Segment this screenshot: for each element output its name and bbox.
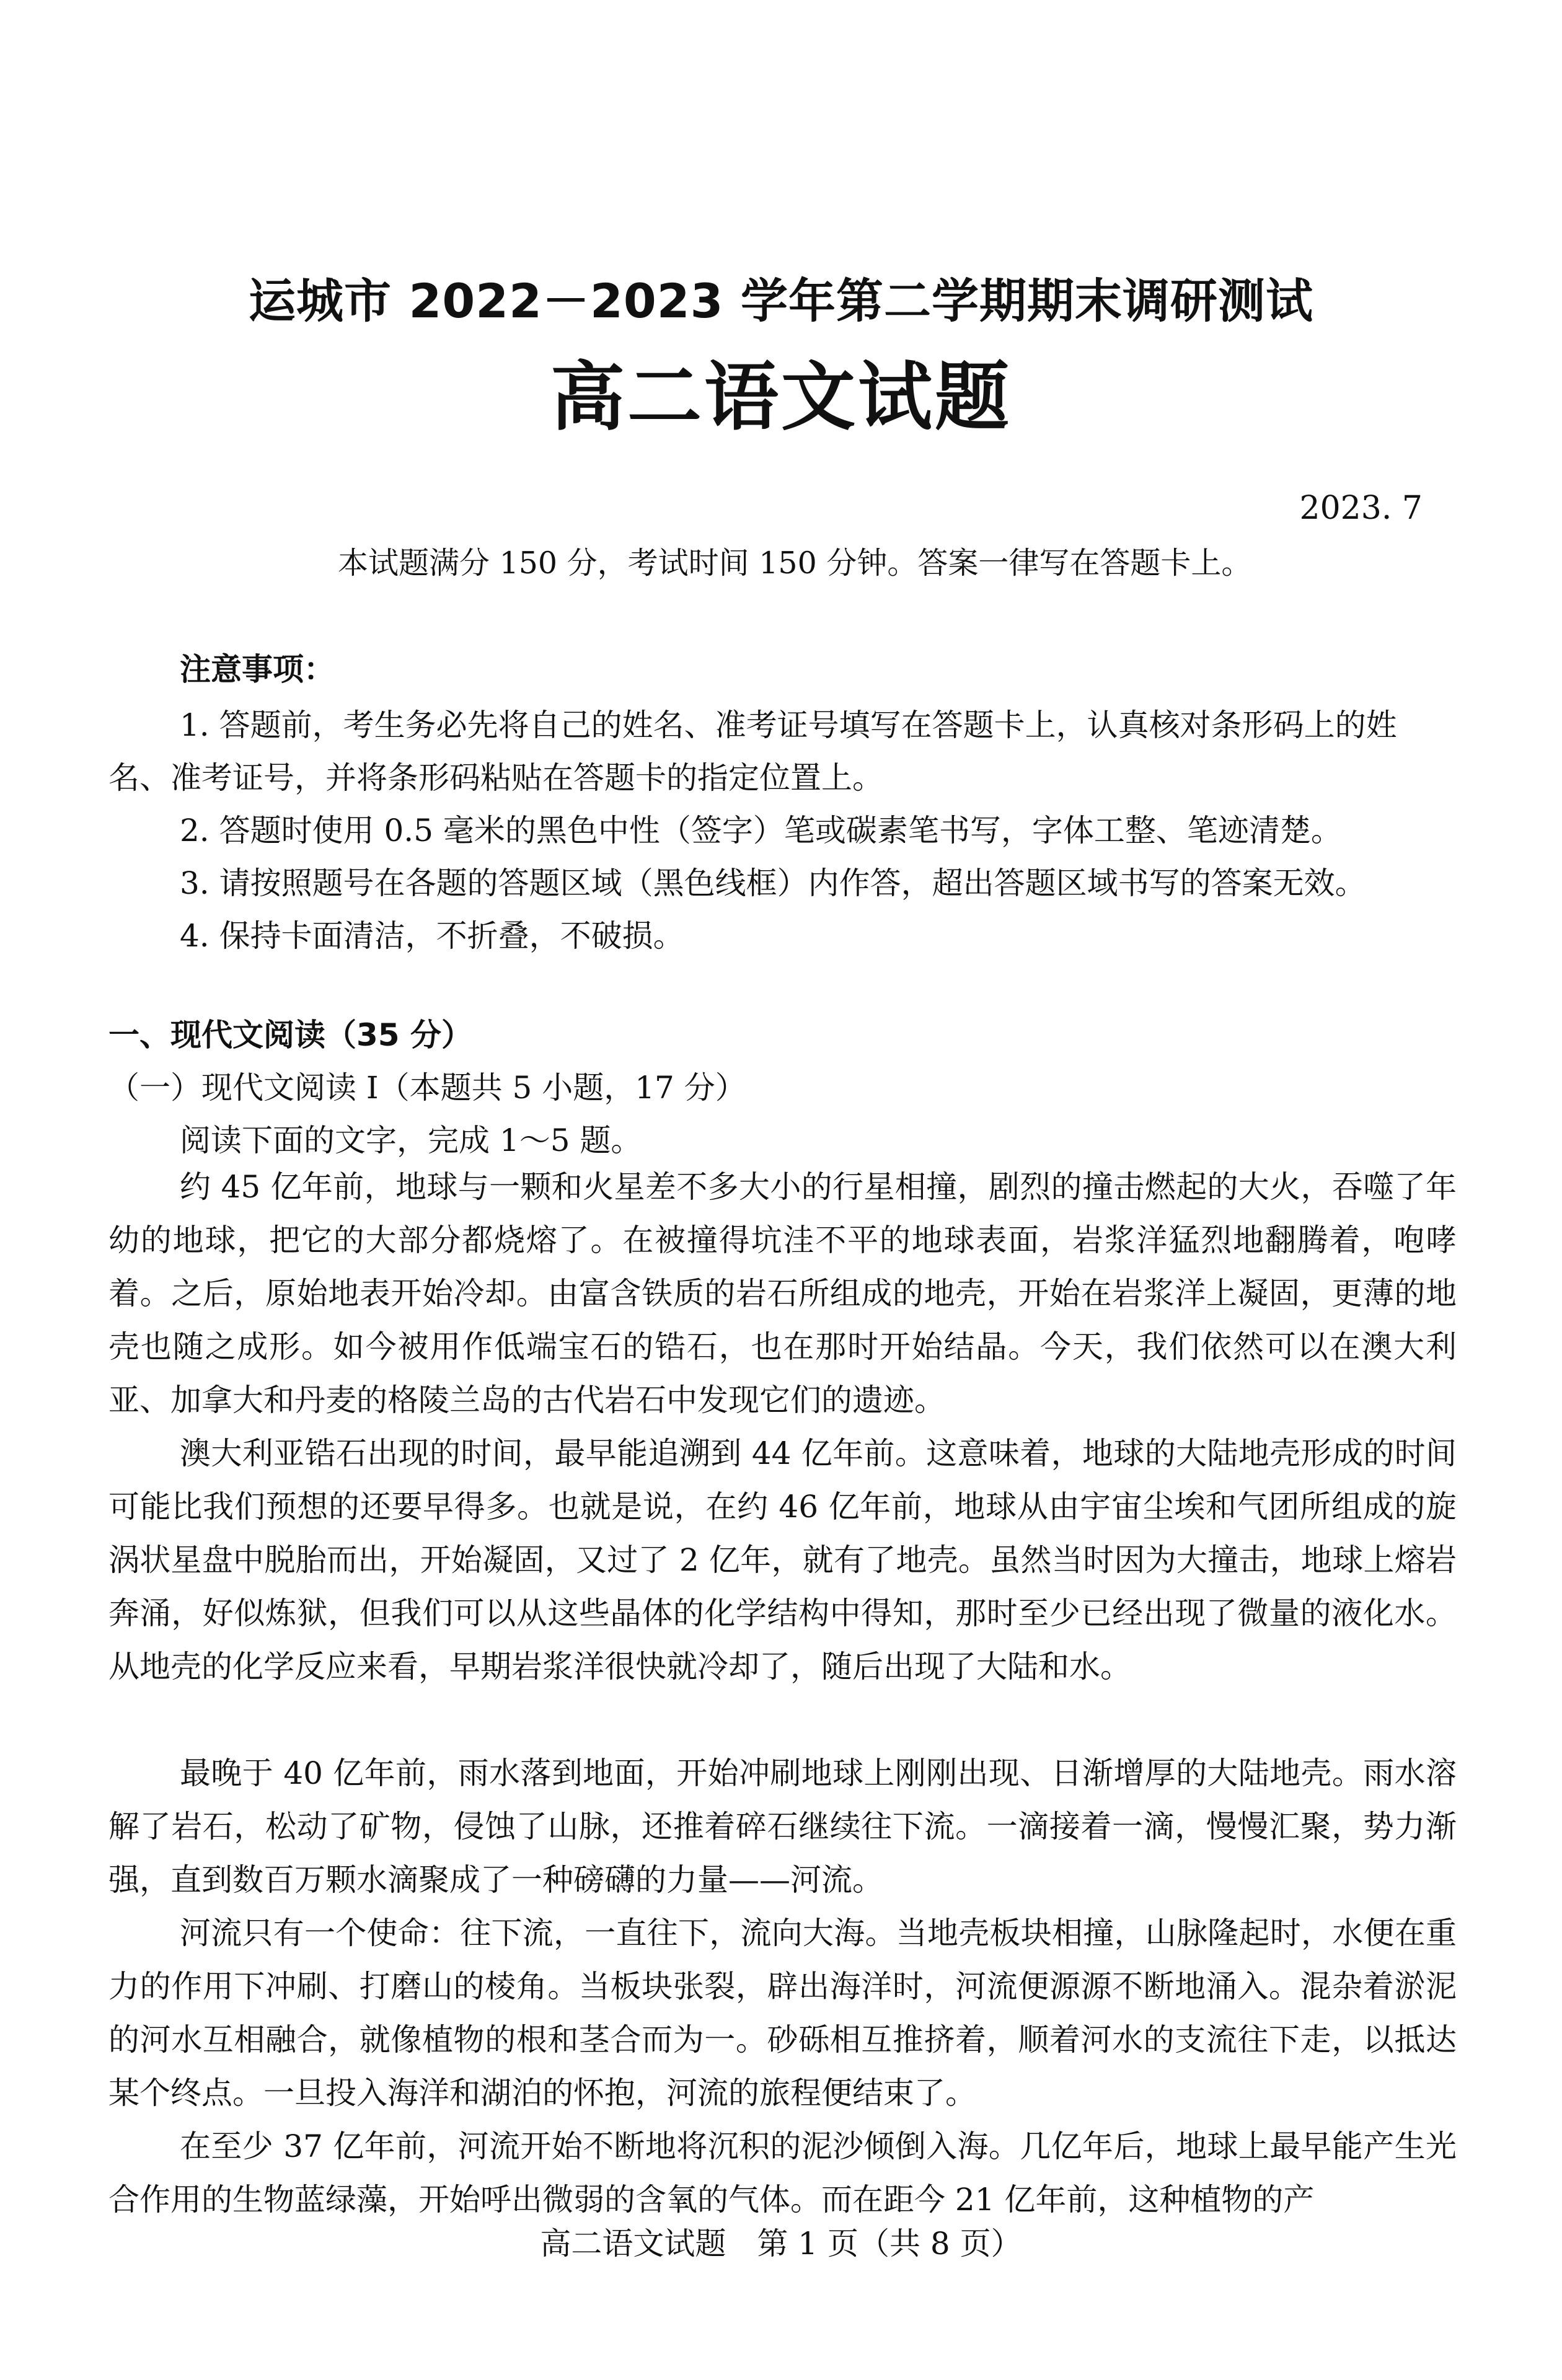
notice-item-3: 3. 请按照题号在各题的答题区域（黑色线框）内作答，超出答题区域书写的答案无效。 bbox=[180, 865, 1366, 901]
paragraph-text: 澳大利亚锆石出现的时间，最早能追溯到 44 亿年前。这意味着，地球的大陆地壳形成的时间可能比我们预想的还要早得多。也就是说，在约 46 亿年前，地球从由宇宙尘埃和气团所组成的旋涡状星盘中脱胎而出，开始凝固，又过了 2 亿年，就有了地壳。虽然当时因为大撞击，地球上熔岩奔涌，好似炼狱，但我们可以从这些晶体的化学结构中得知，那时至少已经出现了微量的液化水。从地壳的化学反应来看，早期岩浆洋很快就冷却了，随后出现了大陆和水。 bbox=[108, 1435, 1457, 1685]
notice-item-2: 2. 答题时使用 0.5 毫米的黑色中性（签字）笔或碳素笔书写，字体工整、笔迹清楚。 bbox=[180, 813, 1342, 848]
section-sub-heading: （一）现代文阅读 I（本题共 5 小题，17 分） bbox=[108, 1070, 746, 1106]
passage-paragraph-3 bbox=[108, 1747, 1457, 1906]
section-heading: 一、现代文阅读（35 分） bbox=[108, 1017, 472, 1053]
section-instruction: 阅读下面的文字，完成 1～5 题。 bbox=[180, 1122, 642, 1158]
passage-paragraph-4 bbox=[108, 1906, 1457, 2120]
paragraph-text: 最晚于 40 亿年前，雨水落到地面，开始冲刷地球上刚刚出现、日渐增厚的大陆地壳。雨水溶解了岩石，松动了矿物，侵蚀了山脉，还推着碎石继续往下流。一滴接着一滴，慢慢汇聚，势力渐强，直到数百万颗水滴聚成了一种磅礴的力量——河流。 bbox=[108, 1755, 1457, 1898]
paragraph-text: 约 45 亿年前，地球与一颗和火星差不多大小的行星相撞，剧烈的撞击燃起的大火，吞噬了年幼的地球，把它的大部分都烧熔了。在被撞得坑洼不平的地球表面，岩浆洋猛烈地翻腾着，咆哮着。之后，原始地表开始冷却。由富含铁质的岩石所组成的地壳，开始在岩浆洋上凝固，更薄的地壳也随之成形。如今被用作低端宝石的锆石，也在那时开始结晶。今天，我们依然可以在澳大利亚、加拿大和丹麦的格陵兰岛的古代岩石中发现它们的遗迹。 bbox=[108, 1169, 1457, 1418]
passage-paragraph-1 bbox=[108, 1160, 1457, 1427]
notice-item-4: 4. 保持卡面清洁，不折叠，不破损。 bbox=[180, 918, 684, 954]
passage-paragraph-2 bbox=[108, 1427, 1457, 1693]
passage-paragraph-5 bbox=[108, 2120, 1457, 2226]
notice-heading: 注意事项： bbox=[180, 651, 335, 687]
exam-subtitle: 高二语文试题 bbox=[550, 355, 1012, 441]
page-footer: 高二语文试题 第 1 页（共 8 页） bbox=[540, 2226, 1022, 2262]
paragraph-text: 河流只有一个使命：往下流，一直往下，流向大海。当地壳板块相撞，山脉隆起时，水便在重力的作用下冲刷、打磨山的棱角。当板块张裂，辟出海洋时，河流便源源不断地涌入。混杂着淤泥的河水互相融合，就像植物的根和茎合而为一。砂砾相互推挤着，顺着河水的支流往下走，以抵达某个终点。一旦投入海洋和湖泊的怀抱，河流的旅程便结束了。 bbox=[108, 1915, 1457, 2111]
notice-item-1-line-1: 1. 答题前，考生务必先将自己的姓名、准考证号填写在答题卡上，认真核对条形码上的姓 bbox=[180, 707, 1397, 743]
exam-date: 2023. 7 bbox=[1299, 490, 1423, 527]
notice-item-1-line-2: 名、准考证号，并将条形码粘贴在答题卡的指定位置上。 bbox=[108, 760, 883, 796]
exam-title: 运城市 2022－2023 学年第二学期期末调研测试 bbox=[249, 273, 1313, 328]
exam-intro: 本试题满分 150 分，考试时间 150 分钟。答案一律写在答题卡上。 bbox=[338, 545, 1252, 581]
paragraph-text: 在至少 37 亿年前，河流开始不断地将沉积的泥沙倾倒入海。几亿年后，地球上最早能产生光合作用的生物蓝绿藻，开始呼出微弱的含氧的气体。而在距今 21 亿年前，这种植物的产 bbox=[108, 2128, 1457, 2218]
